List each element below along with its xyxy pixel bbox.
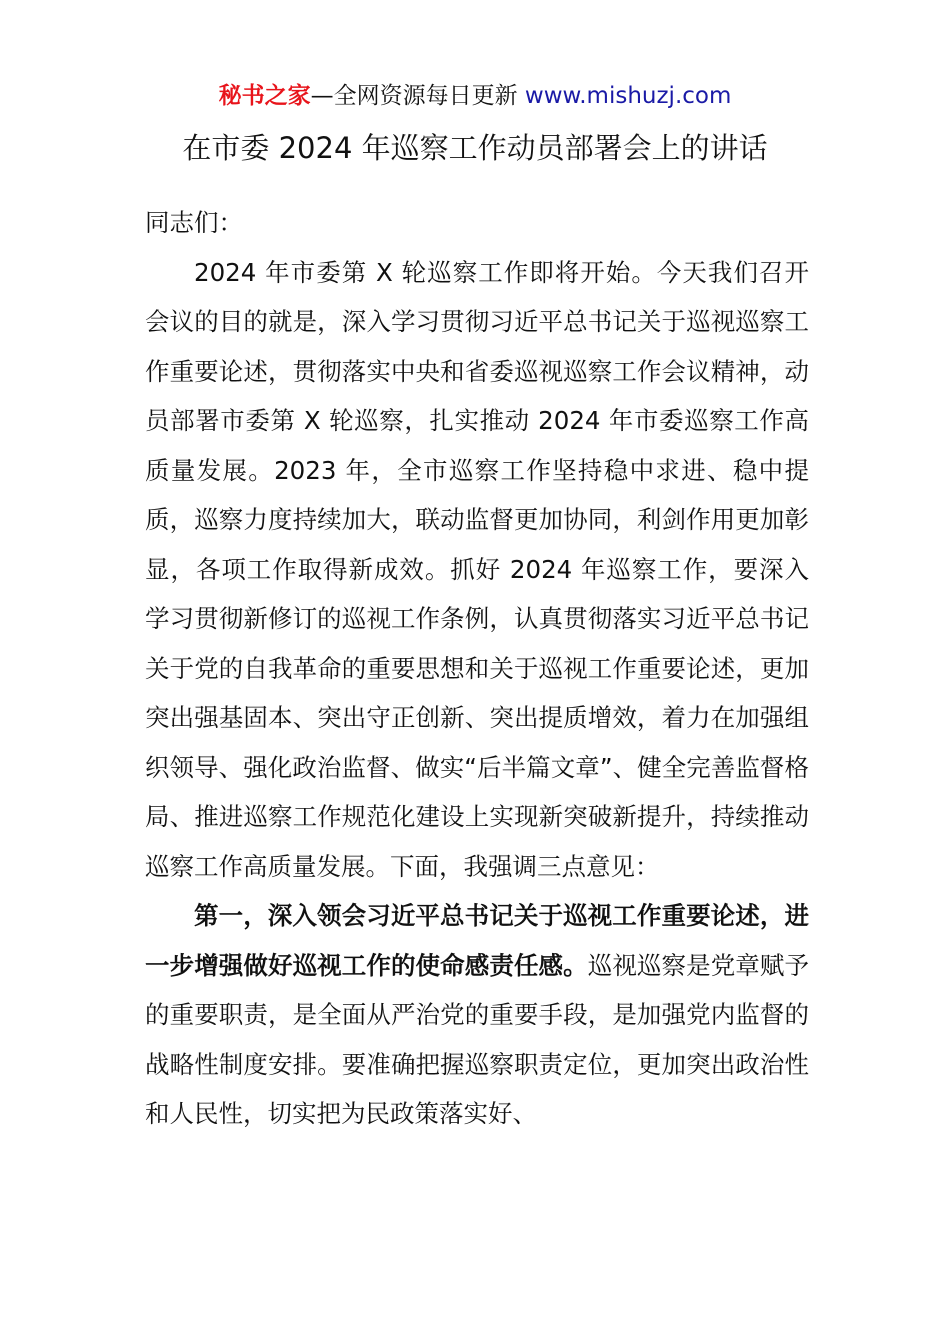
site-banner [0, 78, 950, 114]
salutation: 同志们： [145, 208, 243, 237]
brand-name: 秘书之家 [218, 83, 311, 109]
banner-tagline: —全网资源每日更新 [310, 83, 525, 109]
paragraph-1: 2024 年市委第 X 轮巡察工作即将开始。今天我们召开会议的目的就是，深入学习贯彻习近平总书记关于巡视巡察工作重要论述，贯彻落实中央和省委巡视巡察工作会议精神，动员部署市委第 X 轮巡察，扎实推动 2024 年市委巡察工作高质量发展。2023 年，全市巡察工作坚持稳中求进、稳中提质，巡察力度持续加大，联动监督更加协同，利剑作用更加彰显，各项工作取得新成效。抓好 2024 年巡察工作，要深入学习贯彻新修订的巡视工作条例，认真贯彻落实习近平总书记关于党的自我革命的重要思想和关于巡视工作重要论述，更加突出强基固本、突出守正创新、突出提质增效，着力在加强组织领导、强化政治监督、做实“后半篇文章”、健全完善监督格局、推进巡察工作规范化建设上实现新突破新提升，持续推动巡察工作高质量发展。下面，我强调三点意见： [145, 257, 809, 881]
paragraph-2 [145, 891, 809, 1139]
site-url-link[interactable]: www.mishuzj.com [524, 83, 732, 109]
paragraph-2-body: 巡视巡察是党章赋予的重要职责，是全面从严治党的重要手段，是加强党内监督的战略性制度安排。要准确把握巡察职责定位，更加突出政治性和人民性，切实把为民政策落实好、 [145, 950, 810, 1128]
paragraph-2-lead: 第一，深入领会习近平总书记关于巡视工作重要论述，进一步增强做好巡视工作的使命感责任感。 [145, 901, 809, 980]
document-body [145, 198, 809, 1139]
document-title: 在市委 2024 年巡察工作动员部署会上的讲话 [182, 131, 768, 165]
